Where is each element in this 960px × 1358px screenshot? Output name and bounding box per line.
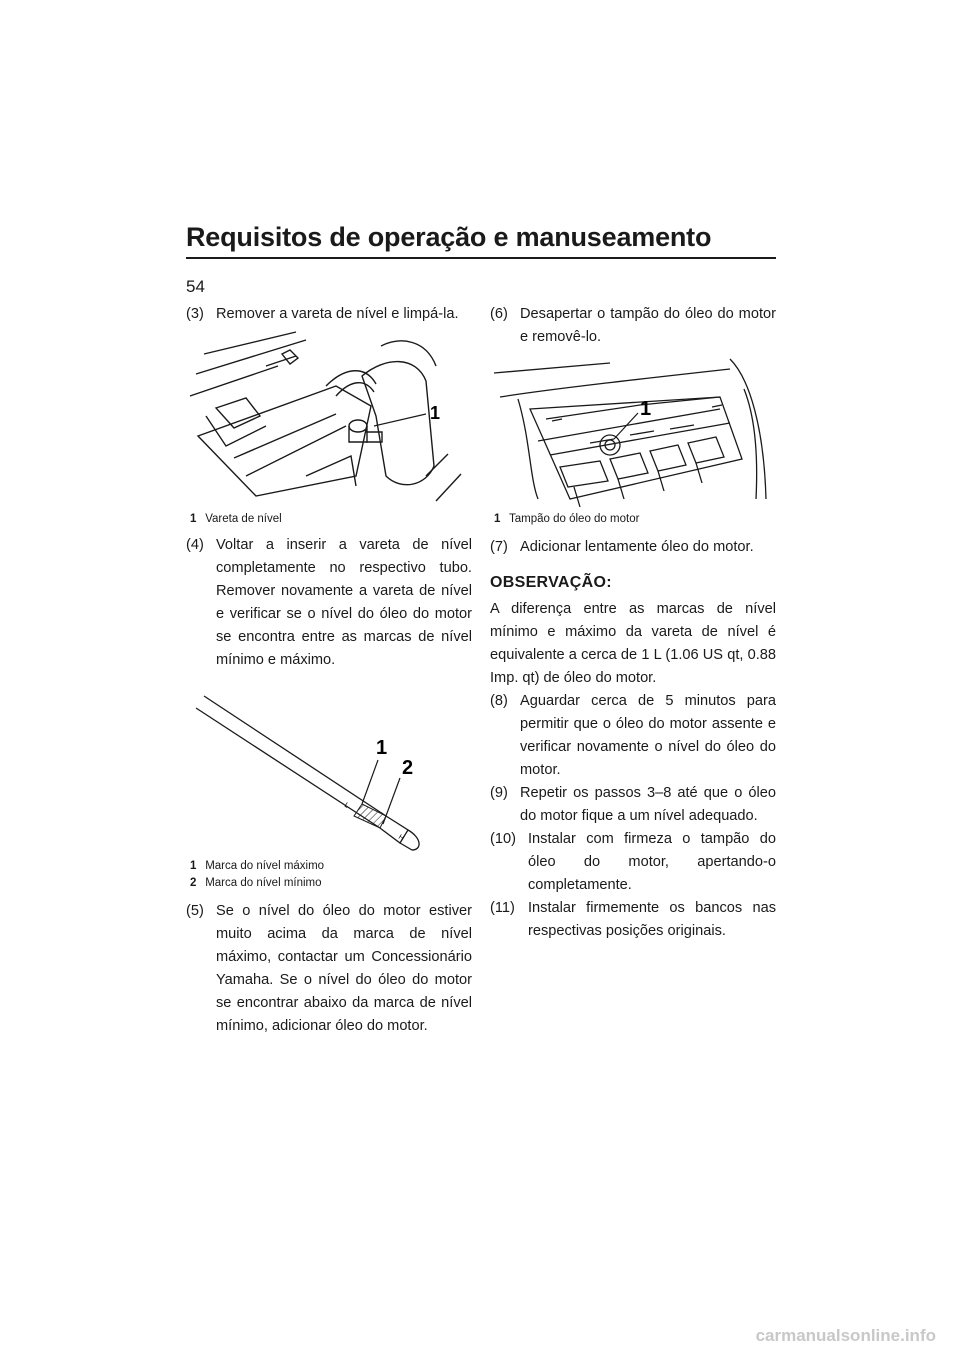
step-8 — [490, 690, 776, 782]
step-number: (4) — [186, 537, 204, 553]
left-column — [186, 303, 472, 1038]
dipstick-mark-l: L — [342, 801, 350, 810]
step-text: Instalar com firmeza o tampão do óleo do motor, apertando-o completamente. — [528, 831, 776, 893]
step-4 — [186, 534, 472, 672]
dipstick-marks-illustration — [186, 678, 472, 858]
step-11 — [490, 897, 776, 943]
caption-text: Vareta de nível — [205, 513, 282, 525]
step-number: (10) — [490, 831, 516, 847]
callout-2: 2 — [402, 757, 414, 779]
callout-1: 1 — [376, 737, 388, 759]
figure-oil-filler-cap — [490, 349, 776, 528]
watermark: carmanualsonline.info — [755, 1326, 936, 1345]
step-5 — [186, 900, 472, 1038]
callout-1: 1 — [640, 398, 652, 420]
figure-caption — [186, 511, 472, 528]
step-number: (3) — [186, 306, 204, 322]
step-text: Voltar a inserir a vareta de nível completamente no respectivo tubo. Remover novamente a vareta de nível e verificar se o nível do óleo do motor se encontra entre as marcas de nível mínimo e máximo. — [216, 537, 472, 668]
figure-dipstick-marks — [186, 678, 472, 892]
step-number: (6) — [490, 306, 508, 322]
step-text: Desapertar o tampão do óleo do motor e removê-lo. — [520, 306, 776, 345]
step-number: (9) — [490, 785, 508, 801]
figure-dipstick-location — [186, 326, 472, 528]
step-6 — [490, 303, 776, 349]
title-rule — [186, 257, 776, 259]
step-9 — [490, 782, 776, 828]
note-text: A diferença entre as marcas de nível mínimo e máximo da vareta de nível é equivalente a cerca de 1 L (1.06 US qt, 0.88 Imp. qt) de óleo do motor. — [490, 601, 776, 686]
step-number: (7) — [490, 539, 508, 555]
step-text: Repetir os passos 3–8 até que o óleo do motor fique a um nível adequado. — [520, 785, 776, 824]
caption-number: 1 — [190, 860, 197, 872]
caption-number: 1 — [494, 513, 501, 525]
step-number: (11) — [490, 900, 515, 916]
step-text: Instalar firmemente os bancos nas respectivas posições originais. — [528, 900, 776, 939]
caption-number: 2 — [190, 877, 197, 889]
step-10 — [490, 828, 776, 897]
step-number: (8) — [490, 693, 508, 709]
step-3 — [186, 303, 472, 326]
page-number: 54 — [186, 277, 205, 296]
dipstick-mark-h: H — [396, 833, 405, 843]
figure-caption — [186, 858, 472, 875]
step-text: Adicionar lentamente óleo do motor. — [520, 539, 754, 555]
step-7 — [490, 536, 776, 559]
figure-caption — [490, 511, 776, 528]
note-heading: OBSERVAÇÃO: — [490, 574, 612, 591]
figure-caption — [186, 875, 472, 892]
caption-number: 1 — [190, 513, 197, 525]
page-title: Requisitos de operação e manuseamento — [186, 222, 712, 252]
step-number: (5) — [186, 903, 204, 919]
step-text: Remover a vareta de nível e limpá-la. — [216, 306, 459, 322]
oil-cap-illustration — [490, 349, 776, 511]
step-text: Se o nível do óleo do motor estiver muito acima da marca de nível máximo, contactar um Concessionário Yamaha. Se o nível do óleo do motor se encontrar abaixo da marca de nível mínimo, adicionar óleo do motor. — [216, 903, 472, 1034]
callout-1: 1 — [430, 403, 441, 423]
caption-text: Marca do nível máximo — [205, 860, 325, 872]
caption-text: Marca do nível mínimo — [205, 877, 322, 889]
step-text: Aguardar cerca de 5 minutos para permitir que o óleo do motor assente e verificar novamente o nível do óleo do motor. — [520, 693, 776, 778]
dipstick-location-illustration — [186, 326, 472, 511]
caption-text: Tampão do óleo do motor — [509, 513, 640, 525]
right-column — [490, 303, 776, 943]
